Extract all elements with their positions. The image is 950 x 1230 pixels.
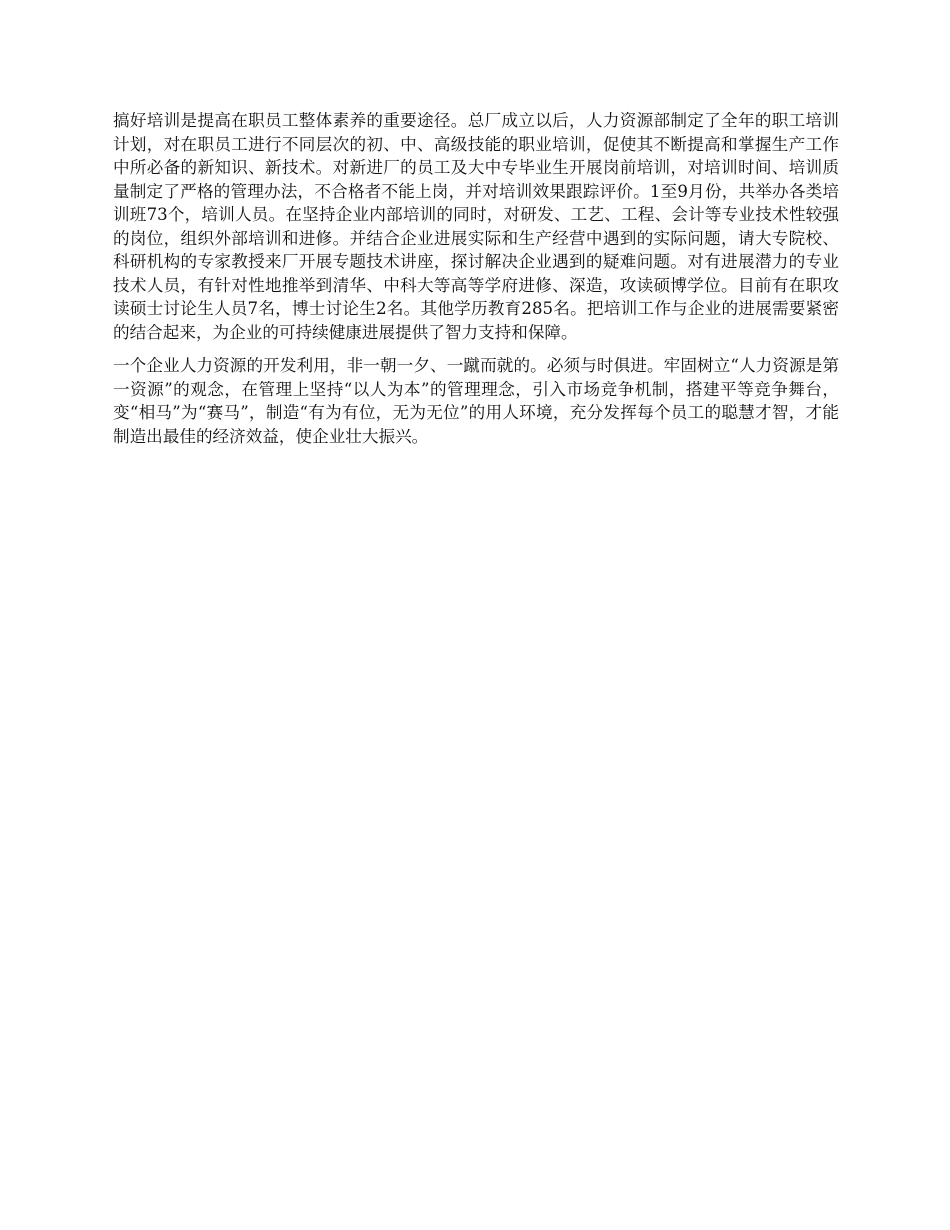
paragraph-training: 搞好培训是提高在职员工整体素养的重要途径。总厂成立以后，人力资源部制定了全年的职工培训计划，对在职员工进行不同层次的初、中、高级技能的职业培训，促使其不断提高和掌握生产工作中所必备的新知识、新技术。对新进厂的员工及大中专毕业生开展岗前培训，对培训时间、培训质量制定了严格的管理办法，不合格者不能上岗，并对培训效果跟踪评价。1至9月份，共举办各类培训班73个，培训人员。在坚持企业内部培训的同时，对研发、工艺、工程、会计等专业技术性较强的岗位，组织外部培训和进修。并结合企业进展实际和生产经营中遇到的实际问题，请大专院校、科研机构的专家教授来厂开展专题技术讲座，探讨解决企业遇到的疑难问题。对有进展潜力的专业技术人员，有针对性地推举到清华、中科大等高等学府进修、深造，攻读硕博学位。目前有在职攻读硕士讨论生人员7名，博士讨论生2名。其他学历教育285名。把培训工作与企业的进展需要紧密的结合起来，为企业的可持续健康进展提供了智力支持和保障。 (113, 111, 839, 342)
document-body (113, 109, 839, 448)
paragraph-human-resources: 一个企业人力资源的开发利用，非一朝一夕、一蹴而就的。必须与时俱进。牢固树立“人力资源是第一资源”的观念，在管理上坚持“以人为本”的管理理念，引入市场竞争机制，搭建平等竞争舞台，变“相马”为“赛马”，制造“有为有位，无为无位”的用人环境，充分发挥每个员工的聪慧才智，才能制造出最佳的经济效益，使企业壮大振兴。 (113, 356, 839, 446)
